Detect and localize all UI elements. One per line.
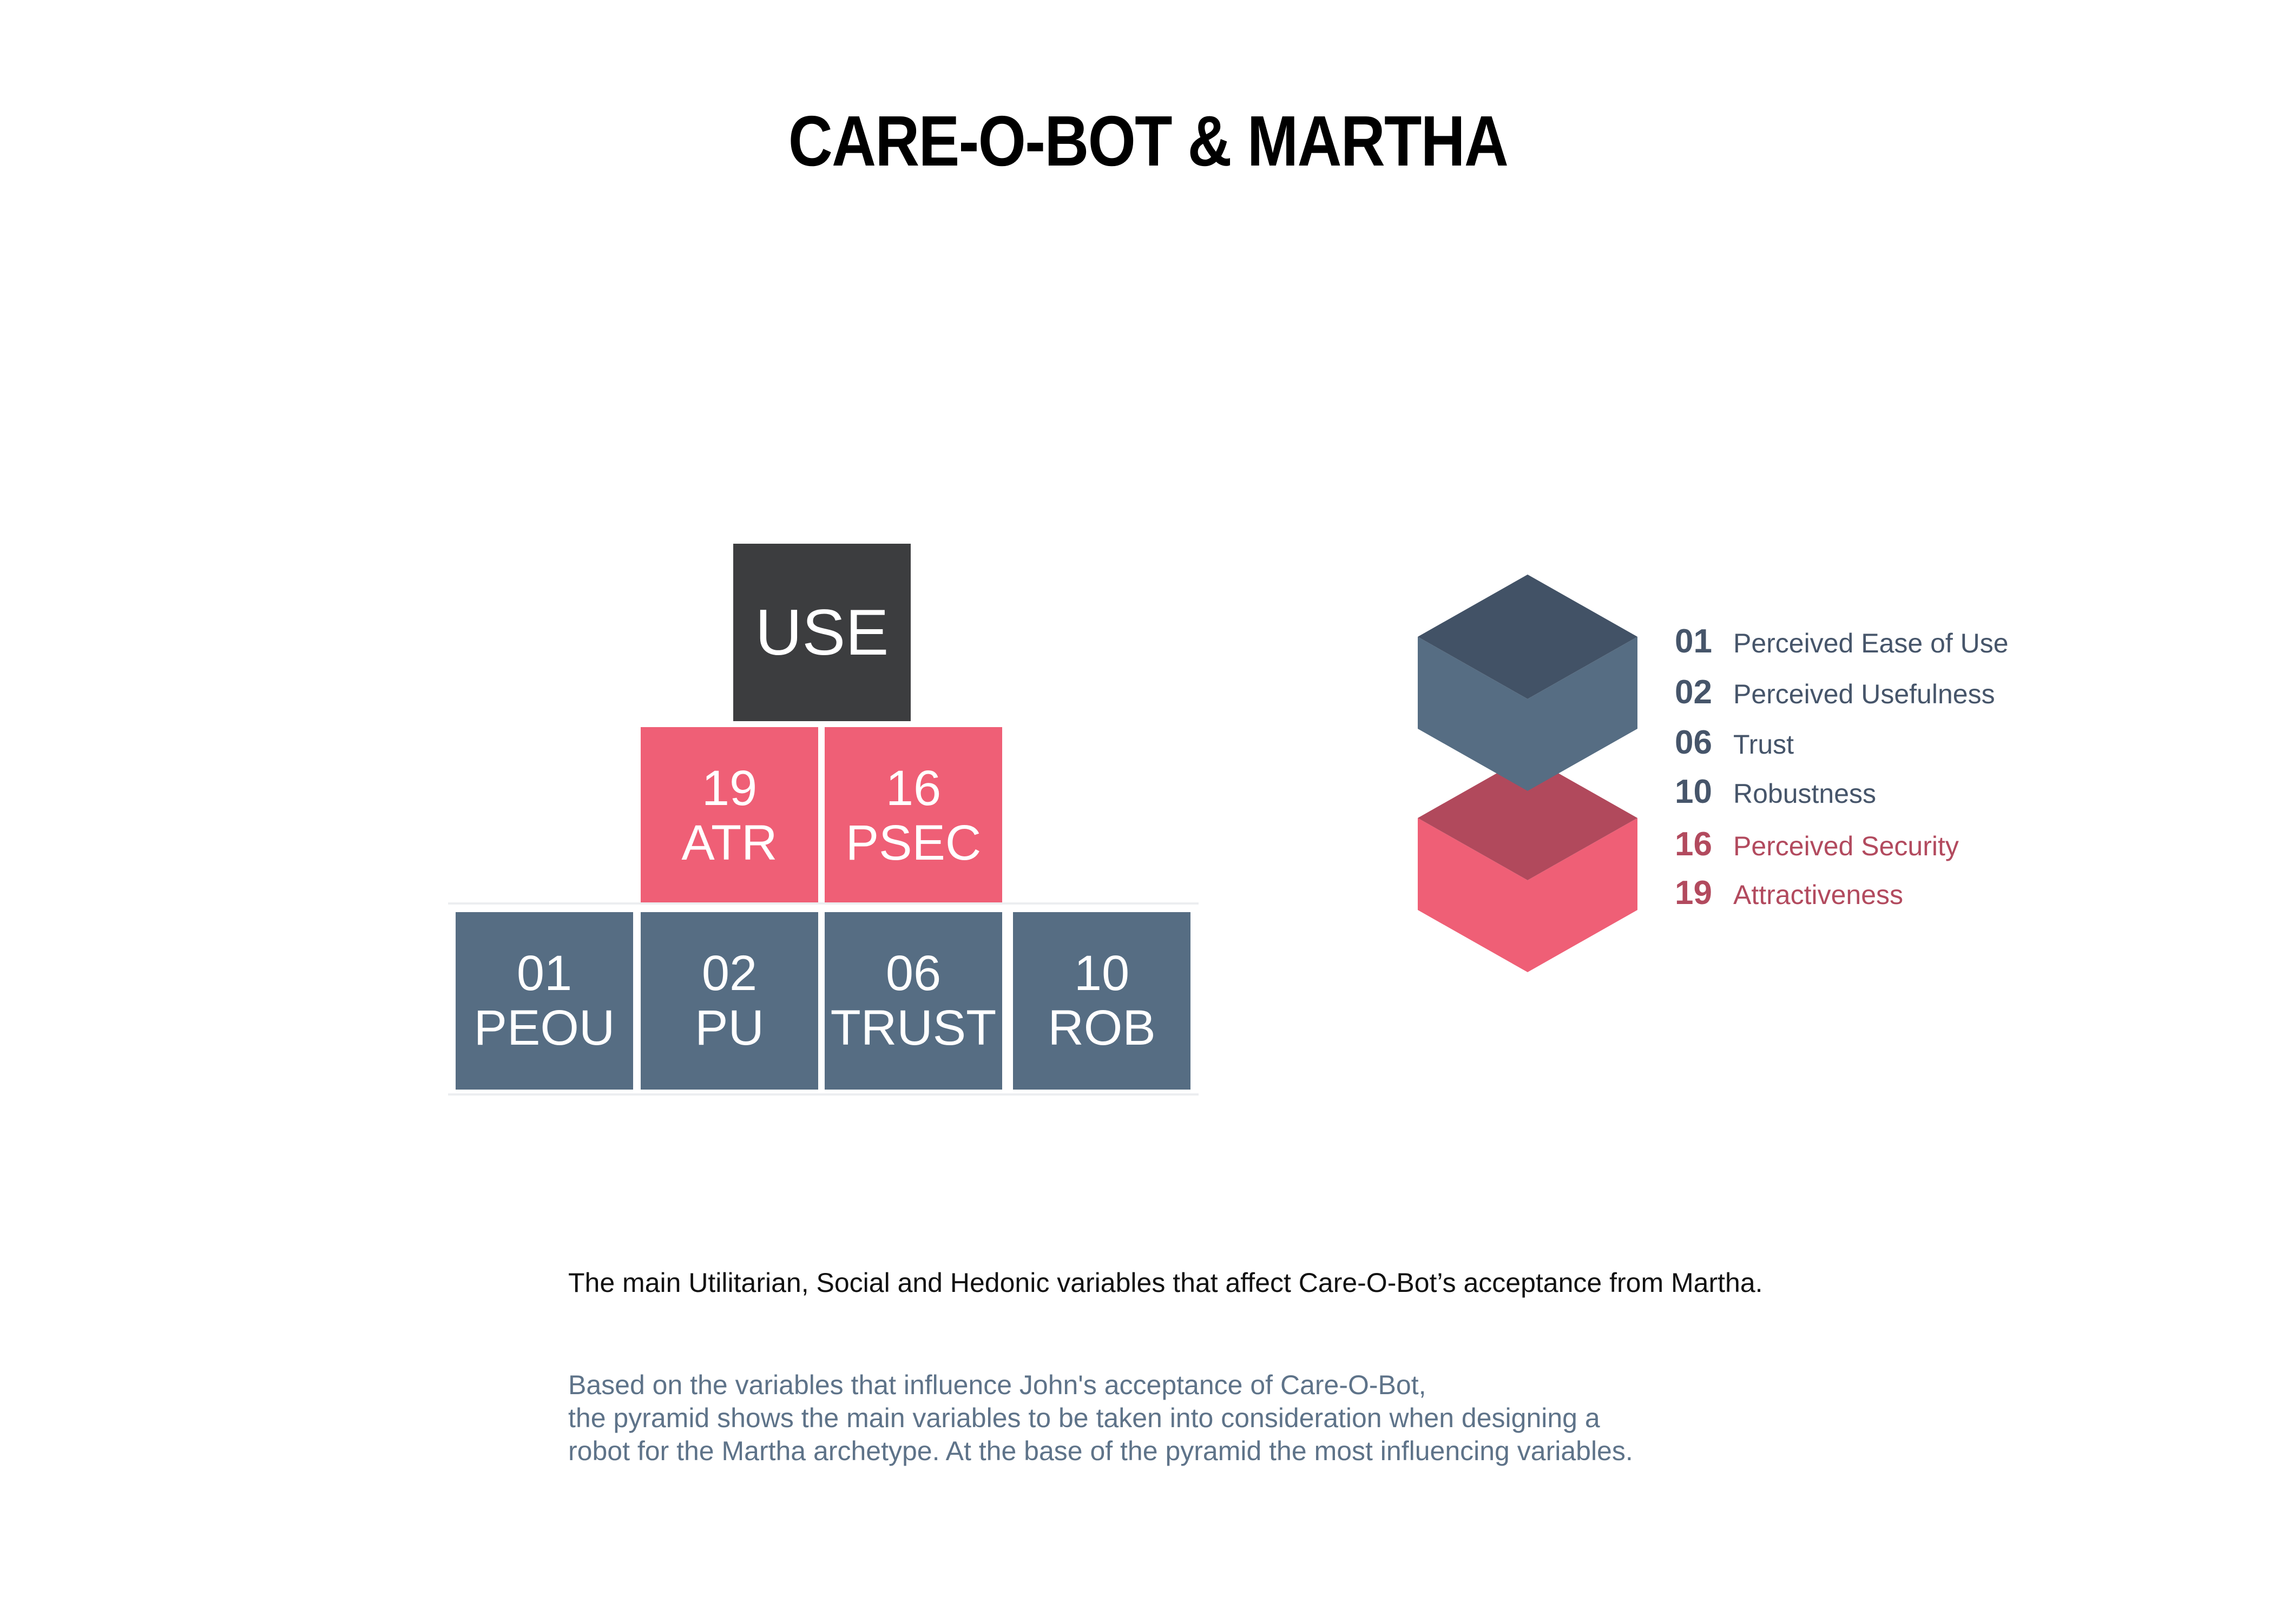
- pyramid-block-pu: [641, 912, 818, 1090]
- pyramid-base-top-line: [448, 902, 1199, 905]
- pyramid-block-atr: [641, 727, 818, 905]
- stacked-cubes-icon: [1418, 575, 1637, 978]
- block-number: 10: [1074, 945, 1130, 1001]
- block-abbr: PEOU: [473, 1000, 615, 1055]
- legend-item-pu: [1675, 673, 1995, 711]
- legend-item-atr: [1675, 874, 1903, 912]
- legend-label: Robustness: [1733, 778, 1877, 809]
- legend-item-peou: [1675, 622, 2009, 661]
- legend-number: 16: [1675, 826, 1712, 863]
- pyramid-block-peou: [456, 912, 633, 1090]
- legend-number: 10: [1675, 773, 1712, 810]
- block-number: 01: [516, 945, 573, 1001]
- description-line: robot for the Martha archetype. At the base of the pyramid the most influencing variables.: [568, 1436, 1633, 1466]
- block-abbr: TRUST: [830, 1000, 997, 1055]
- diagram-description: [568, 1369, 1813, 1468]
- legend-label: Perceived Security: [1733, 831, 1959, 861]
- description-line: Based on the variables that influence John's acceptance of Care-O-Bot,: [568, 1370, 1426, 1400]
- legend-label: Perceived Usefulness: [1733, 679, 1995, 709]
- block-abbr: PU: [695, 1000, 764, 1055]
- pyramid-top-block: [733, 544, 911, 721]
- legend-number: 02: [1675, 674, 1712, 711]
- block-abbr: ATR: [681, 815, 778, 870]
- block-number: 02: [701, 945, 758, 1001]
- legend-label: Perceived Ease of Use: [1733, 628, 2009, 658]
- pyramid-base-bottom-line: [448, 1093, 1199, 1096]
- pyramid-block-rob: [1013, 912, 1190, 1090]
- legend-number: 01: [1675, 623, 1712, 660]
- block-number: 06: [885, 945, 942, 1001]
- legend-number: 06: [1675, 724, 1712, 761]
- pyramid-block-trust: [825, 912, 1002, 1090]
- page-title: CARE-O-BOT & MARTHA: [788, 101, 1508, 181]
- diagram-caption: The main Utilitarian, Social and Hedonic variables that affect Care-O-Bot’s acceptance from Martha.: [568, 1268, 1763, 1298]
- block-abbr: PSEC: [845, 815, 982, 870]
- legend-label: Trust: [1733, 729, 1794, 760]
- block-number: 16: [885, 760, 942, 816]
- legend-item-psec: [1675, 825, 1959, 863]
- legend-number: 19: [1675, 874, 1712, 912]
- block-label: USE: [755, 596, 889, 669]
- pyramid-block-psec: [825, 727, 1002, 905]
- legend-item-trust: [1675, 723, 1794, 762]
- legend-label: Attractiveness: [1733, 880, 1904, 910]
- description-line: the pyramid shows the main variables to be taken into consideration when designing a: [568, 1403, 1600, 1433]
- legend-item-rob: [1675, 773, 1876, 811]
- block-number: 19: [701, 760, 758, 816]
- block-abbr: ROB: [1048, 1000, 1156, 1055]
